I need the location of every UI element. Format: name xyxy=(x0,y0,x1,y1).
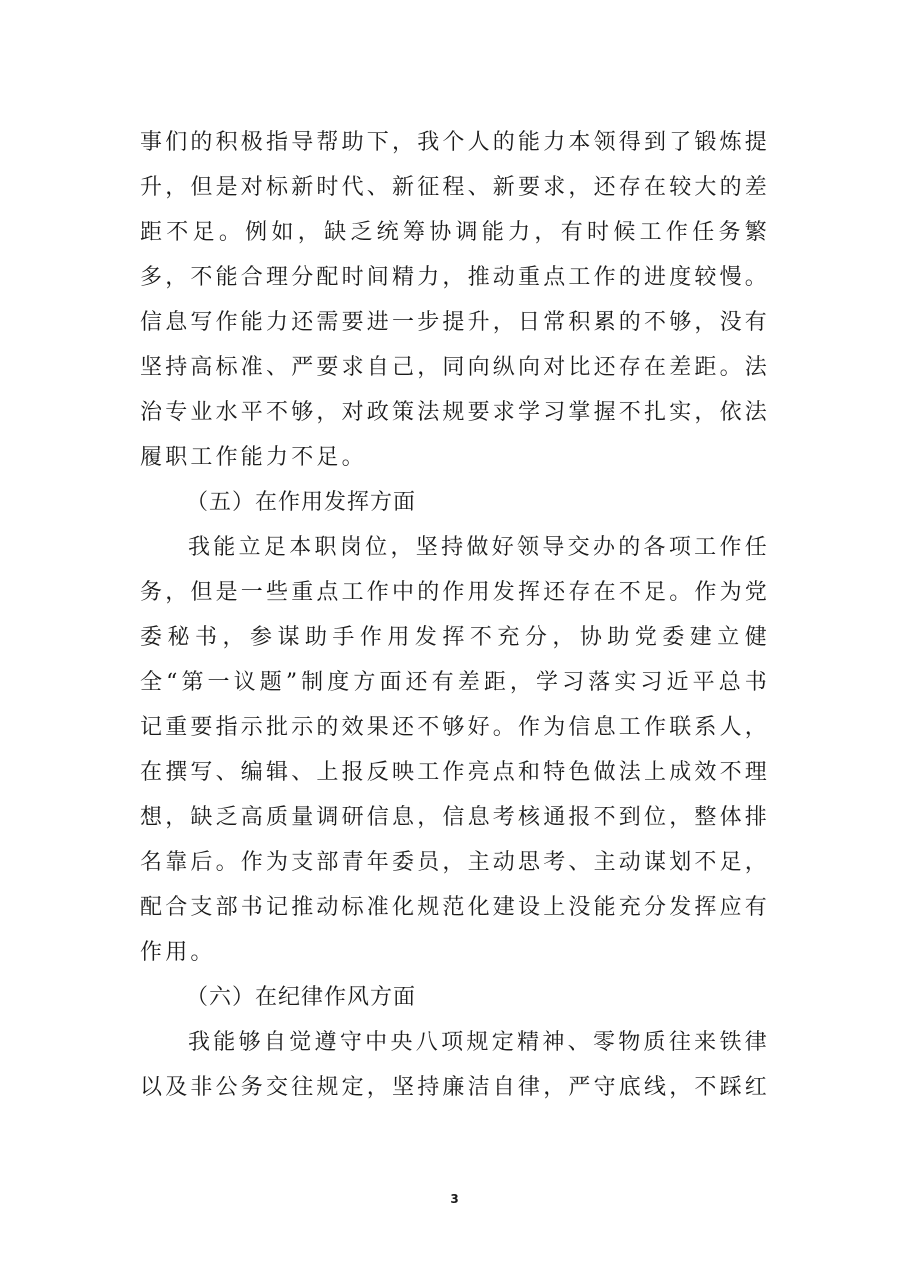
section-heading-role: （五）在作用发挥方面 xyxy=(186,490,417,515)
section-heading-discipline: （六）在纪律作风方面 xyxy=(186,985,417,1010)
paragraph-role: 我能立足本职岗位，坚持做好领导交办的各项工作任务，但是一些重点工作中的作用发挥还存在不足。作为党委秘书，参谋助手作用发挥不充分，协助党委建立健全“第一议题”制度方面还有差距，学习落实习近平总书记重要指示批示的效果还不够好。作为信息工作联系人，在撰写、编辑、上报反映工作亮点和特色做法上成效不理想，缺乏高质量调研信息，信息考核通报不到位，整体排名靠后。作为支部青年委员，主动思考、主动谋划不足，配合支部书记推动标准化规范化建设上没能充分发挥应有作用。 xyxy=(140,535,771,965)
document-body xyxy=(140,120,770,1110)
paragraph-capability: 事们的积极指导帮助下，我个人的能力本领得到了锻炼提升，但是对标新时代、新征程、新要求，还存在较大的差距不足。例如，缺乏统筹协调能力，有时候工作任务繁多，不能合理分配时间精力，推动重点工作的进度较慢。信息写作能力还需要进一步提升，日常积累的不够，没有坚持高标准、严要求自己，同向纵向对比还存在差距。法治专业水平不够，对政策法规要求学习掌握不扎实，依法履职工作能力不足。 xyxy=(140,130,771,470)
page-number: 3 xyxy=(450,1192,459,1206)
paragraph-discipline: 我能够自觉遵守中央八项规定精神、零物质往来铁律以及非公务交往规定，坚持廉洁自律，严守底线，不踩红 xyxy=(140,1030,771,1100)
